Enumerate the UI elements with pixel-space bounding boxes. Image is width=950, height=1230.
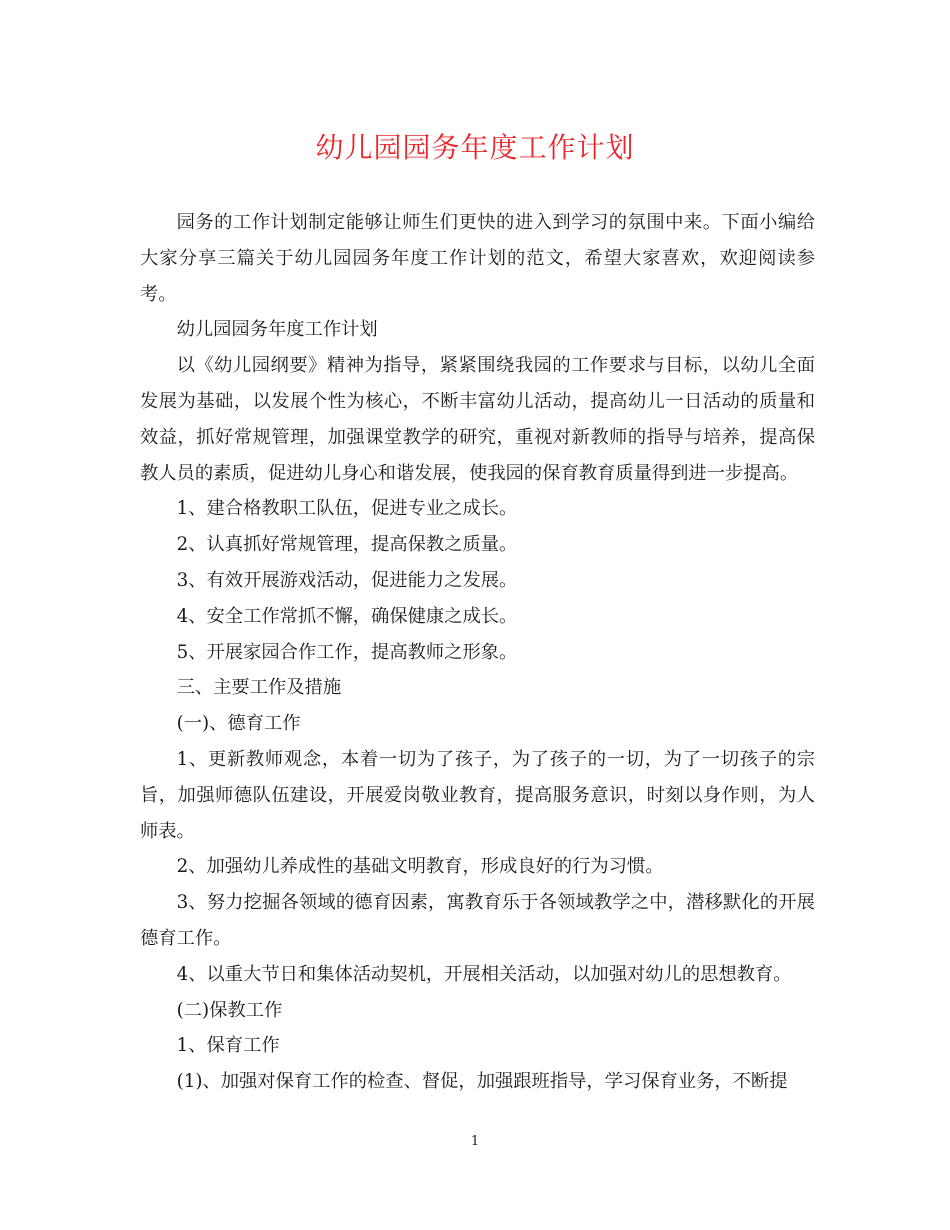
document-title: 幼儿园园务年度工作计划: [315, 131, 635, 164]
moral-item: 2、加强幼儿养成性的基础文明教育，形成良好的行为习惯。: [176, 856, 664, 878]
page-number: 1: [470, 1134, 480, 1149]
subsection-heading: (一)、德育工作: [176, 713, 301, 735]
guiding-paragraph: 以《幼儿园纲要》精神为指导，紧紧围绕我园的工作要求与目标，以幼儿全面发展为基础，以发展个性为核心，不断丰富幼儿活动，提高幼儿一日活动的质量和效益，抓好常规管理，加强课堂教学的研究，重视对新教师的指导与培养，提高保教人员的素质，促进幼儿身心和谐发展，使我园的保育教育质量得到进一步提高。: [140, 355, 815, 484]
care-item: (1)、加强对保育工作的检查、督促，加强跟班指导，学习保育业务，不断提: [176, 1071, 788, 1093]
subsection-heading: (二)保教工作: [176, 999, 283, 1021]
goal-item: 3、有效开展游戏活动，促进能力之发展。: [176, 569, 518, 591]
document-body: [140, 205, 815, 1100]
care-heading: 1、保育工作: [176, 1035, 280, 1057]
moral-item: 1、更新教师观念，本着一切为了孩子，为了孩子的一切，为了一切孩子的宗旨，加强师德队伍建设，开展爱岗敬业教育，提高服务意识，时刻以身作则，为人师表。: [140, 748, 815, 842]
moral-item: 3、努力挖掘各领域的德育因素，寓教育乐于各领域教学之中，潜移默化的开展德育工作。: [140, 892, 815, 949]
moral-item: 4、以重大节日和集体活动契机，开展相关活动，以加强对幼儿的思想教育。: [176, 963, 792, 985]
goal-item: 5、开展家园合作工作，提高教师之形象。: [176, 641, 518, 663]
goal-item: 1、建合格教职工队伍，促进专业之成长。: [176, 498, 518, 520]
goal-item: 4、安全工作常抓不懈，确保健康之成长。: [176, 605, 518, 627]
goal-item: 2、认真抓好常规管理，提高保教之质量。: [176, 534, 518, 556]
section-heading: 三、主要工作及措施: [176, 677, 342, 699]
intro-paragraph: 园务的工作计划制定能够让师生们更快的进入到学习的氛围中来。下面小编给大家分享三篇关于幼儿园园务年度工作计划的范文，希望大家喜欢，欢迎阅读参考。: [140, 212, 815, 305]
section-heading: 幼儿园园务年度工作计划: [176, 319, 378, 341]
